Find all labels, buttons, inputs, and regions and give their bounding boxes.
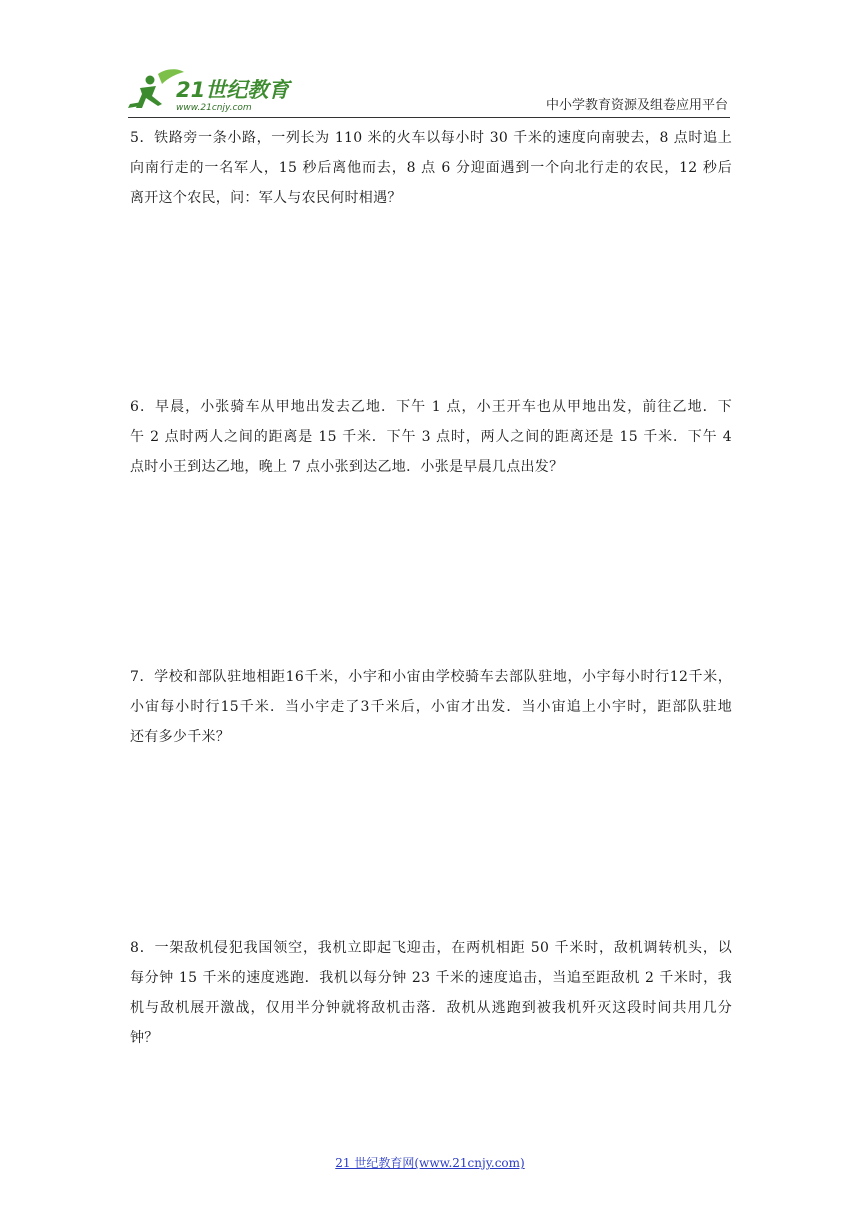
- question-line: 机与敌机展开激战，仅用半分钟就将敌机击落．敌机从逃跑到被我机歼灭这段时间共用几分: [130, 1000, 732, 1016]
- question-5: [130, 123, 732, 213]
- logo-text: 21世纪教育: [176, 78, 290, 102]
- question-8: [130, 933, 732, 1053]
- question-line: 小宙每小时行15千米．当小宇走了3千米后，小宙才出发．当小宙追上小宇时，距部队驻地: [130, 699, 732, 715]
- question-line: 钟？: [130, 1030, 159, 1046]
- question-line: 离开这个农民，问：军人与农民何时相遇？: [130, 190, 402, 206]
- question-line: 午 2 点时两人之间的距离是 15 千米．下午 3 点时，两人之间的距离还是 15 千米．下午 4: [130, 429, 732, 445]
- question-line: 每分钟 15 千米的速度逃跑．我机以每分钟 23 千米的速度追击，当追至距敌机 2 千米时，我: [130, 970, 732, 986]
- question-line: 7．学校和部队驻地相距16千米，小宇和小宙由学校骑车去部队驻地，小宇每小时行12千米，: [130, 669, 732, 685]
- logo-url: www.21cnjy.com: [176, 103, 252, 113]
- page-footer: [0, 1154, 860, 1171]
- question-line: 还有多少千米？: [130, 729, 231, 745]
- question-line: 6．早晨，小张骑车从甲地出发去乙地．下午 1 点，小王开车也从甲地出发，前往乙地．下: [130, 399, 732, 415]
- platform-label: 中小学教育资源及组卷应用平台: [545, 98, 728, 113]
- running-figure-logo-icon: [128, 66, 318, 116]
- site-logo[interactable]: [128, 66, 318, 116]
- question-7: [130, 662, 732, 752]
- page-header: [128, 66, 730, 118]
- question-line: 5．铁路旁一条小路，一列长为 110 米的火车以每小时 30 千米的速度向南驶去，8 点时追上: [130, 130, 732, 146]
- footer-link[interactable]: 21 世纪教育网(www.21cnjy.com): [335, 1156, 525, 1170]
- question-6: [130, 392, 732, 482]
- header-divider: [128, 117, 730, 118]
- question-line: 向南行走的一名军人，15 秒后离他而去，8 点 6 分迎面遇到一个向北行走的农民，12 秒后: [130, 160, 732, 176]
- question-line: 点时小王到达乙地，晚上 7 点小张到达乙地．小张是早晨几点出发？: [130, 459, 564, 475]
- question-line: 8．一架敌机侵犯我国领空，我机立即起飞迎击，在两机相距 50 千米时，敌机调转机头，以: [130, 940, 732, 956]
